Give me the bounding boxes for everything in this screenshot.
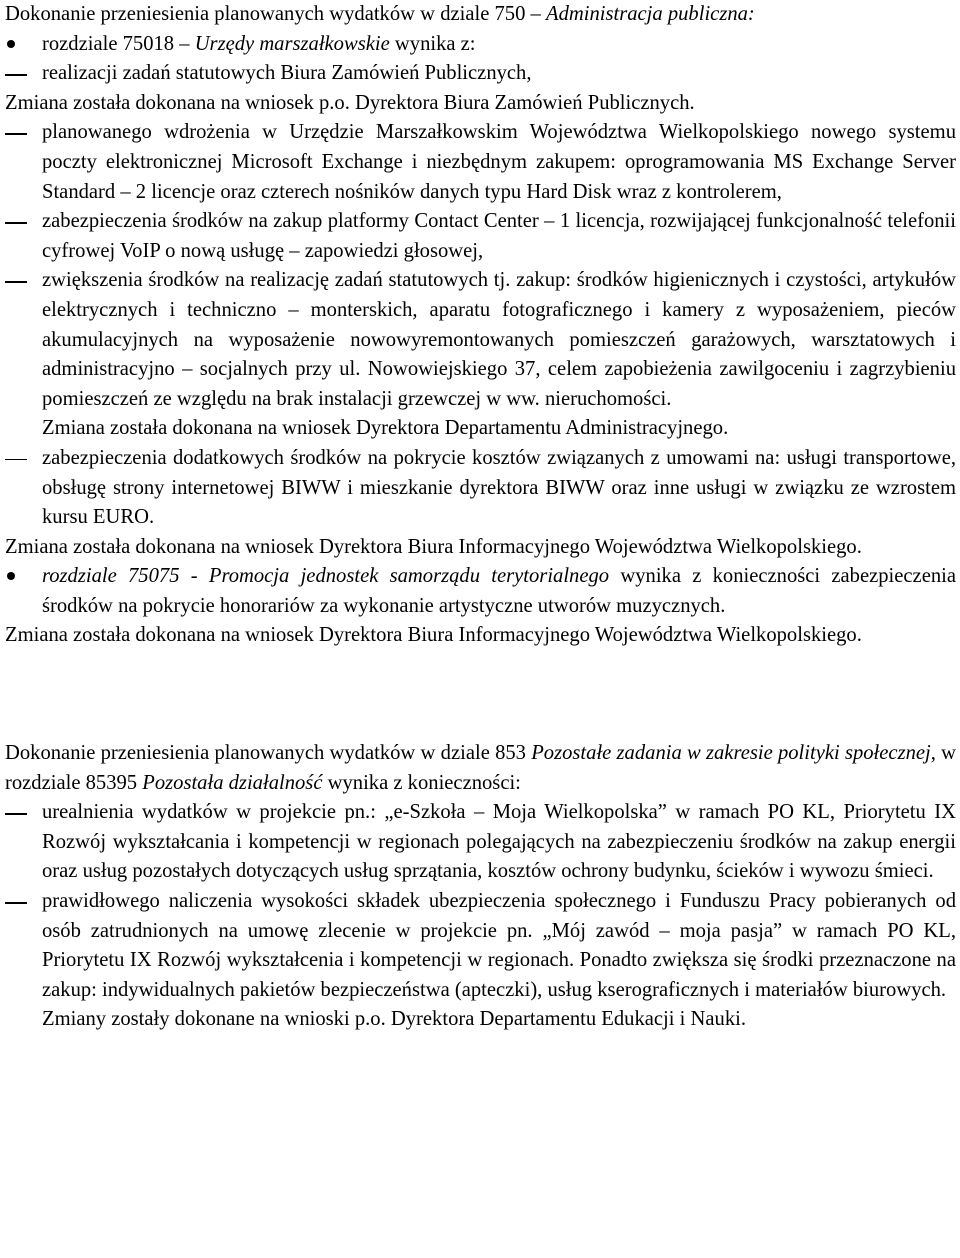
dash-icon — [5, 118, 35, 148]
bullet-text: wynika z konieczności zabezpieczenia środków na pokrycie honorariów za wykonanie artystyczne utworów muzycznych. — [42, 565, 956, 617]
change-note: Zmiany zostały dokonane na wnioski p.o. Dyrektora Departamentu Edukacji i Nauki. — [42, 1008, 746, 1031]
dash-item-3 — [5, 207, 956, 266]
dash-item-1 — [5, 59, 956, 89]
dash-item-text: realizacji zadań statutowych Biura Zamówień Publicznych, — [42, 62, 532, 85]
intro-italic: Pozostałe zadania w zakresie polityki społecznej — [531, 742, 931, 765]
dash-icon — [5, 59, 35, 89]
intro-text: wynika z konieczności: — [322, 771, 521, 794]
section-750-intro — [5, 0, 956, 30]
dash-item-853-2 — [5, 887, 956, 1035]
dash-item-text: prawidłowego naliczenia wysokości składek ubezpieczenia społecznego i Funduszu Pracy pobieranych od osób zatrudnionych na umowę zlecenie w projekcie pn. „Mój zawód – moja pasja” w ramach PO KL, Priorytetu IX Rozwój wykształcenia i kompetencji w regionach. Ponadto zwiększa się środki przeznaczone na zakup: indywidualnych pakietów bezpieczeństwa (apteczki), usług kserograficznych i materiałów biurowych. — [42, 890, 956, 1001]
dash-item-2 — [5, 118, 956, 207]
dash-icon — [5, 444, 35, 474]
change-note: Zmiana została dokonana na wniosek Dyrektora Biura Informacyjnego Województwa Wielkopolskiego. — [5, 624, 862, 647]
bullet-icon — [5, 30, 35, 60]
bullet-text: rozdziale 75018 – — [42, 32, 195, 55]
intro-italic: Pozostała działalność — [142, 771, 323, 794]
dash-item-text: planowanego wdrożenia w Urzędzie Marszałkowskim Województwa Wielkopolskiego nowego systemu poczty elektronicznej Microsoft Exchange i niezbędnym zakupem: oprogramowania MS Exchange Server Standard – 2 licencje oraz czterech nośników danych typu Hard Disk wraz z kontrolerem, — [42, 121, 956, 203]
dash-item-4 — [5, 266, 956, 444]
change-note: Zmiana została dokonana na wniosek p.o. Dyrektora Biura Zamówień Publicznych. — [5, 91, 695, 114]
dash-item-text: zwiększenia środków na realizację zadań statutowych tj. zakup: środków higienicznych i czystości, artykułów elektrycznych i techniczno – monterskich, aparatu fotograficznego i kamery z wyposażeniem, pieców akumulacyjnych na wyposażenie nowowyremontowanych pomieszczeń garażowych, warsztatowych i administracyjno – socjalnych przy ul. Nowowiejskiego 37, celem zapobieżenia zawilgoceniu i zagrzybieniu pomieszczeń ze względu na brak instalacji grzewczej w ww. nieruchomości. — [42, 269, 956, 410]
dash-icon — [5, 207, 35, 237]
change-note: Zmiana została dokonana na wniosek Dyrektora Departamentu Administracyjnego. — [42, 417, 729, 440]
bullet-italic: Urzędy marszałkowskie — [194, 32, 390, 55]
intro-italic: Administracja publiczna: — [546, 3, 755, 25]
dash-item-853-1 — [5, 798, 956, 887]
dash-item-5 — [5, 444, 956, 533]
bullet-italic: rozdziale 75075 - Promocja jednostek samorządu terytorialnego — [42, 565, 610, 588]
change-note: Zmiana została dokonana na wniosek Dyrektora Biura Informacyjnego Województwa Wielkopolskiego. — [5, 535, 862, 558]
dash-icon — [5, 266, 35, 296]
dash-icon — [5, 798, 35, 828]
intro-text: , w rozdziale 85395 — [5, 742, 957, 794]
dash-item-text: zabezpieczenia dodatkowych środków na pokrycie kosztów związanych z umowami na: usługi transportowe, obsługę strony internetowej BIWW i mieszkanie dyrektora BIWW oraz inne usługi w związku ze wzrostem kursu EURO. — [42, 446, 956, 529]
intro-text: Dokonanie przeniesienia planowanych wydatków w dziale 750 – — [5, 3, 546, 25]
bullet-item-75018 — [5, 30, 956, 60]
dash-item-text: zabezpieczenia środków na zakup platformy Contact Center – 1 licencja, rozwijającej funkcjonalność telefonii cyfrowej VoIP o nową usługę – zapowiedzi głosowej, — [42, 210, 956, 262]
dash-item-text: urealnienia wydatków w projekcie pn.: „e-Szkoła – Moja Wielkopolska” w ramach PO KL, Priorytetu IX Rozwój wykształcania i kompetencji w regionach polegających na zabezpieczeniu środków na zakup energii oraz usług pozostałych dotyczących usług sprzątania, kosztów ochrony budynku, ścieków i wywozu śmieci. — [42, 801, 956, 883]
dash-icon — [5, 887, 35, 917]
bullet-item-75075 — [5, 562, 956, 621]
intro-text: Dokonanie przeniesienia planowanych wydatków w dziale 853 — [5, 742, 532, 765]
bullet-icon — [5, 562, 35, 592]
bullet-text-suffix: wynika z: — [389, 32, 476, 55]
section-gap — [5, 651, 956, 739]
section-853-intro — [5, 739, 956, 798]
